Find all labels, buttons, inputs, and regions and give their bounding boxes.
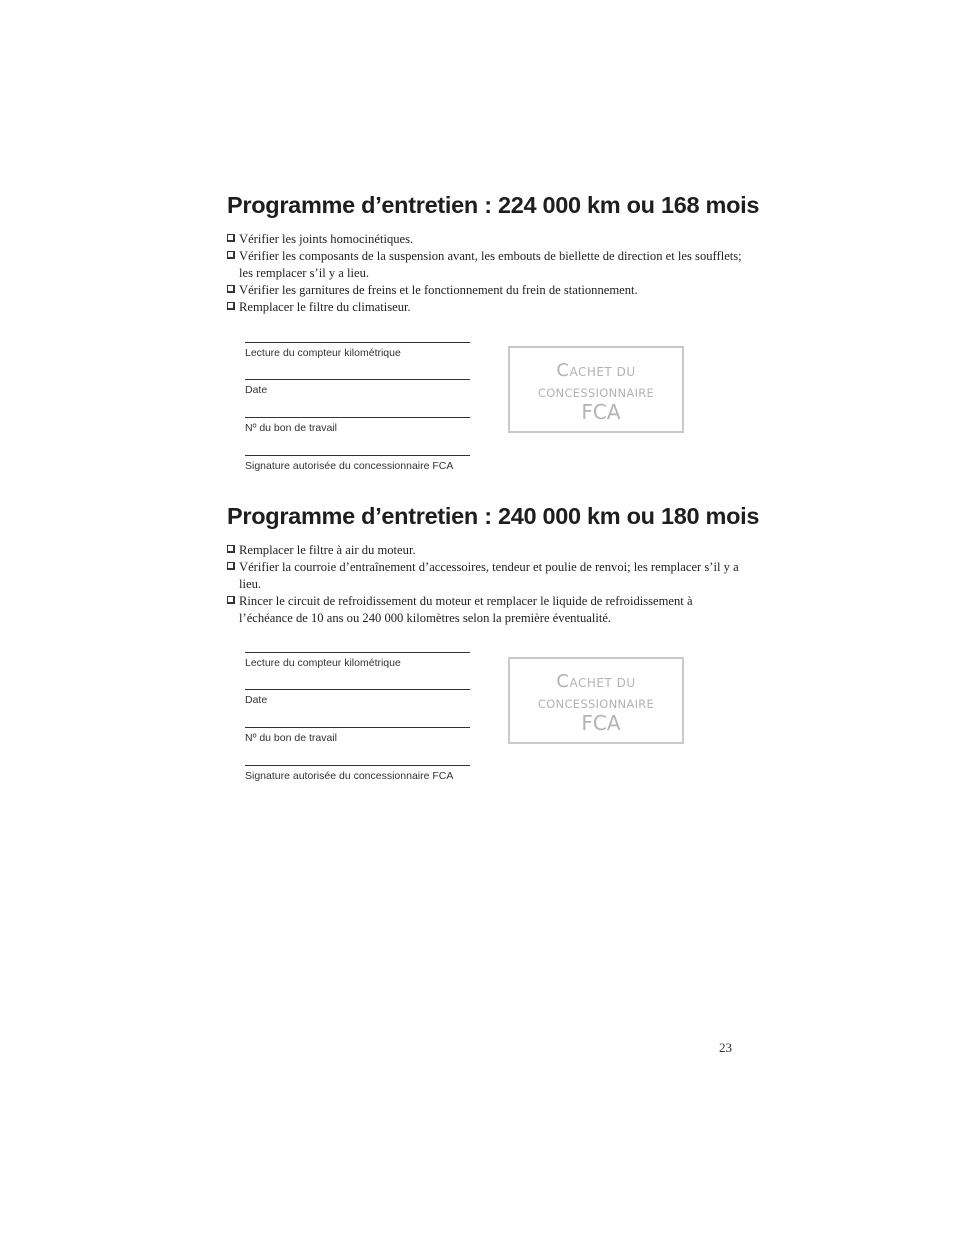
- fill-in-line: [245, 727, 470, 728]
- fill-in-line: [245, 689, 470, 690]
- work-order-label: Nº du bon de travail: [245, 422, 337, 434]
- task-item: Vérifier la courroie d’entraînement d’accessoires, tendeur et poulie de renvoi; les remplacer s’il y a lieu.: [227, 559, 747, 593]
- task-item: Vérifier les joints homocinétiques.: [227, 231, 747, 248]
- work-order-field[interactable]: [245, 727, 470, 744]
- checkbox-icon: [227, 285, 235, 293]
- task-item: Vérifier les garnitures de freins et le fonctionnement du frein de stationnement.: [227, 282, 747, 299]
- dealer-stamp-box: [508, 346, 684, 433]
- checkbox-icon: [227, 596, 235, 604]
- checkbox-icon: [227, 234, 235, 242]
- fill-in-line: [245, 765, 470, 766]
- section-title: Programme d’entretien : 240 000 km ou 180 mois: [227, 503, 760, 529]
- stamp-line1: ACHET DU: [569, 365, 636, 379]
- task-checklist: [227, 542, 747, 627]
- stamp-line2: CONCESSIONNAIRE: [537, 697, 655, 711]
- checkbox-icon: [227, 302, 235, 310]
- fill-in-line: [245, 417, 470, 418]
- page-number: 23: [719, 1040, 732, 1055]
- task-item: Remplacer le filtre à air du moteur.: [227, 542, 747, 559]
- fill-in-line: [245, 342, 470, 343]
- date-field[interactable]: [245, 689, 470, 706]
- task-checklist: [227, 231, 747, 316]
- stamp-line3: FCA: [581, 711, 621, 735]
- stamp-line2: CONCESSIONNAIRE: [537, 386, 655, 400]
- work-order-label: Nº du bon de travail: [245, 732, 337, 744]
- task-item: Remplacer le filtre du climatiseur.: [227, 299, 747, 316]
- checkbox-icon: [227, 251, 235, 259]
- checkbox-icon: [227, 562, 235, 570]
- odometer-field[interactable]: [245, 652, 470, 669]
- section-title: Programme d’entretien : 224 000 km ou 168 mois: [227, 192, 760, 218]
- stamp-cap: C: [556, 671, 570, 692]
- date-label: Date: [245, 384, 268, 396]
- signature-label: Signature autorisée du concessionnaire FCA: [245, 770, 454, 782]
- odometer-label: Lecture du compteur kilométrique: [245, 657, 401, 669]
- dealer-stamp-box: [508, 657, 684, 744]
- signature-field[interactable]: [245, 765, 470, 782]
- work-order-field[interactable]: [245, 417, 470, 434]
- odometer-field[interactable]: [245, 342, 470, 359]
- odometer-label: Lecture du compteur kilométrique: [245, 347, 401, 359]
- date-field[interactable]: [245, 379, 470, 396]
- fill-in-line: [245, 379, 470, 380]
- signature-label: Signature autorisée du concessionnaire FCA: [245, 460, 454, 472]
- signature-field[interactable]: [245, 455, 470, 472]
- stamp-line1: ACHET DU: [569, 676, 636, 690]
- stamp-cap: C: [556, 360, 570, 381]
- date-label: Date: [245, 694, 268, 706]
- task-item: Rincer le circuit de refroidissement du moteur et remplacer le liquide de refroidissement à l’échéance de 10 ans ou 240 000 kilomètres selon la première éventualité.: [227, 593, 747, 627]
- maintenance-section-240000: [227, 503, 760, 627]
- stamp-line3: FCA: [581, 400, 621, 424]
- maintenance-section-224000: [227, 192, 760, 316]
- fill-in-line: [245, 455, 470, 456]
- checkbox-icon: [227, 545, 235, 553]
- fill-in-line: [245, 652, 470, 653]
- task-item: Vérifier les composants de la suspension avant, les embouts de biellette de direction et les soufflets; les remplacer s’il y a lieu.: [227, 248, 747, 282]
